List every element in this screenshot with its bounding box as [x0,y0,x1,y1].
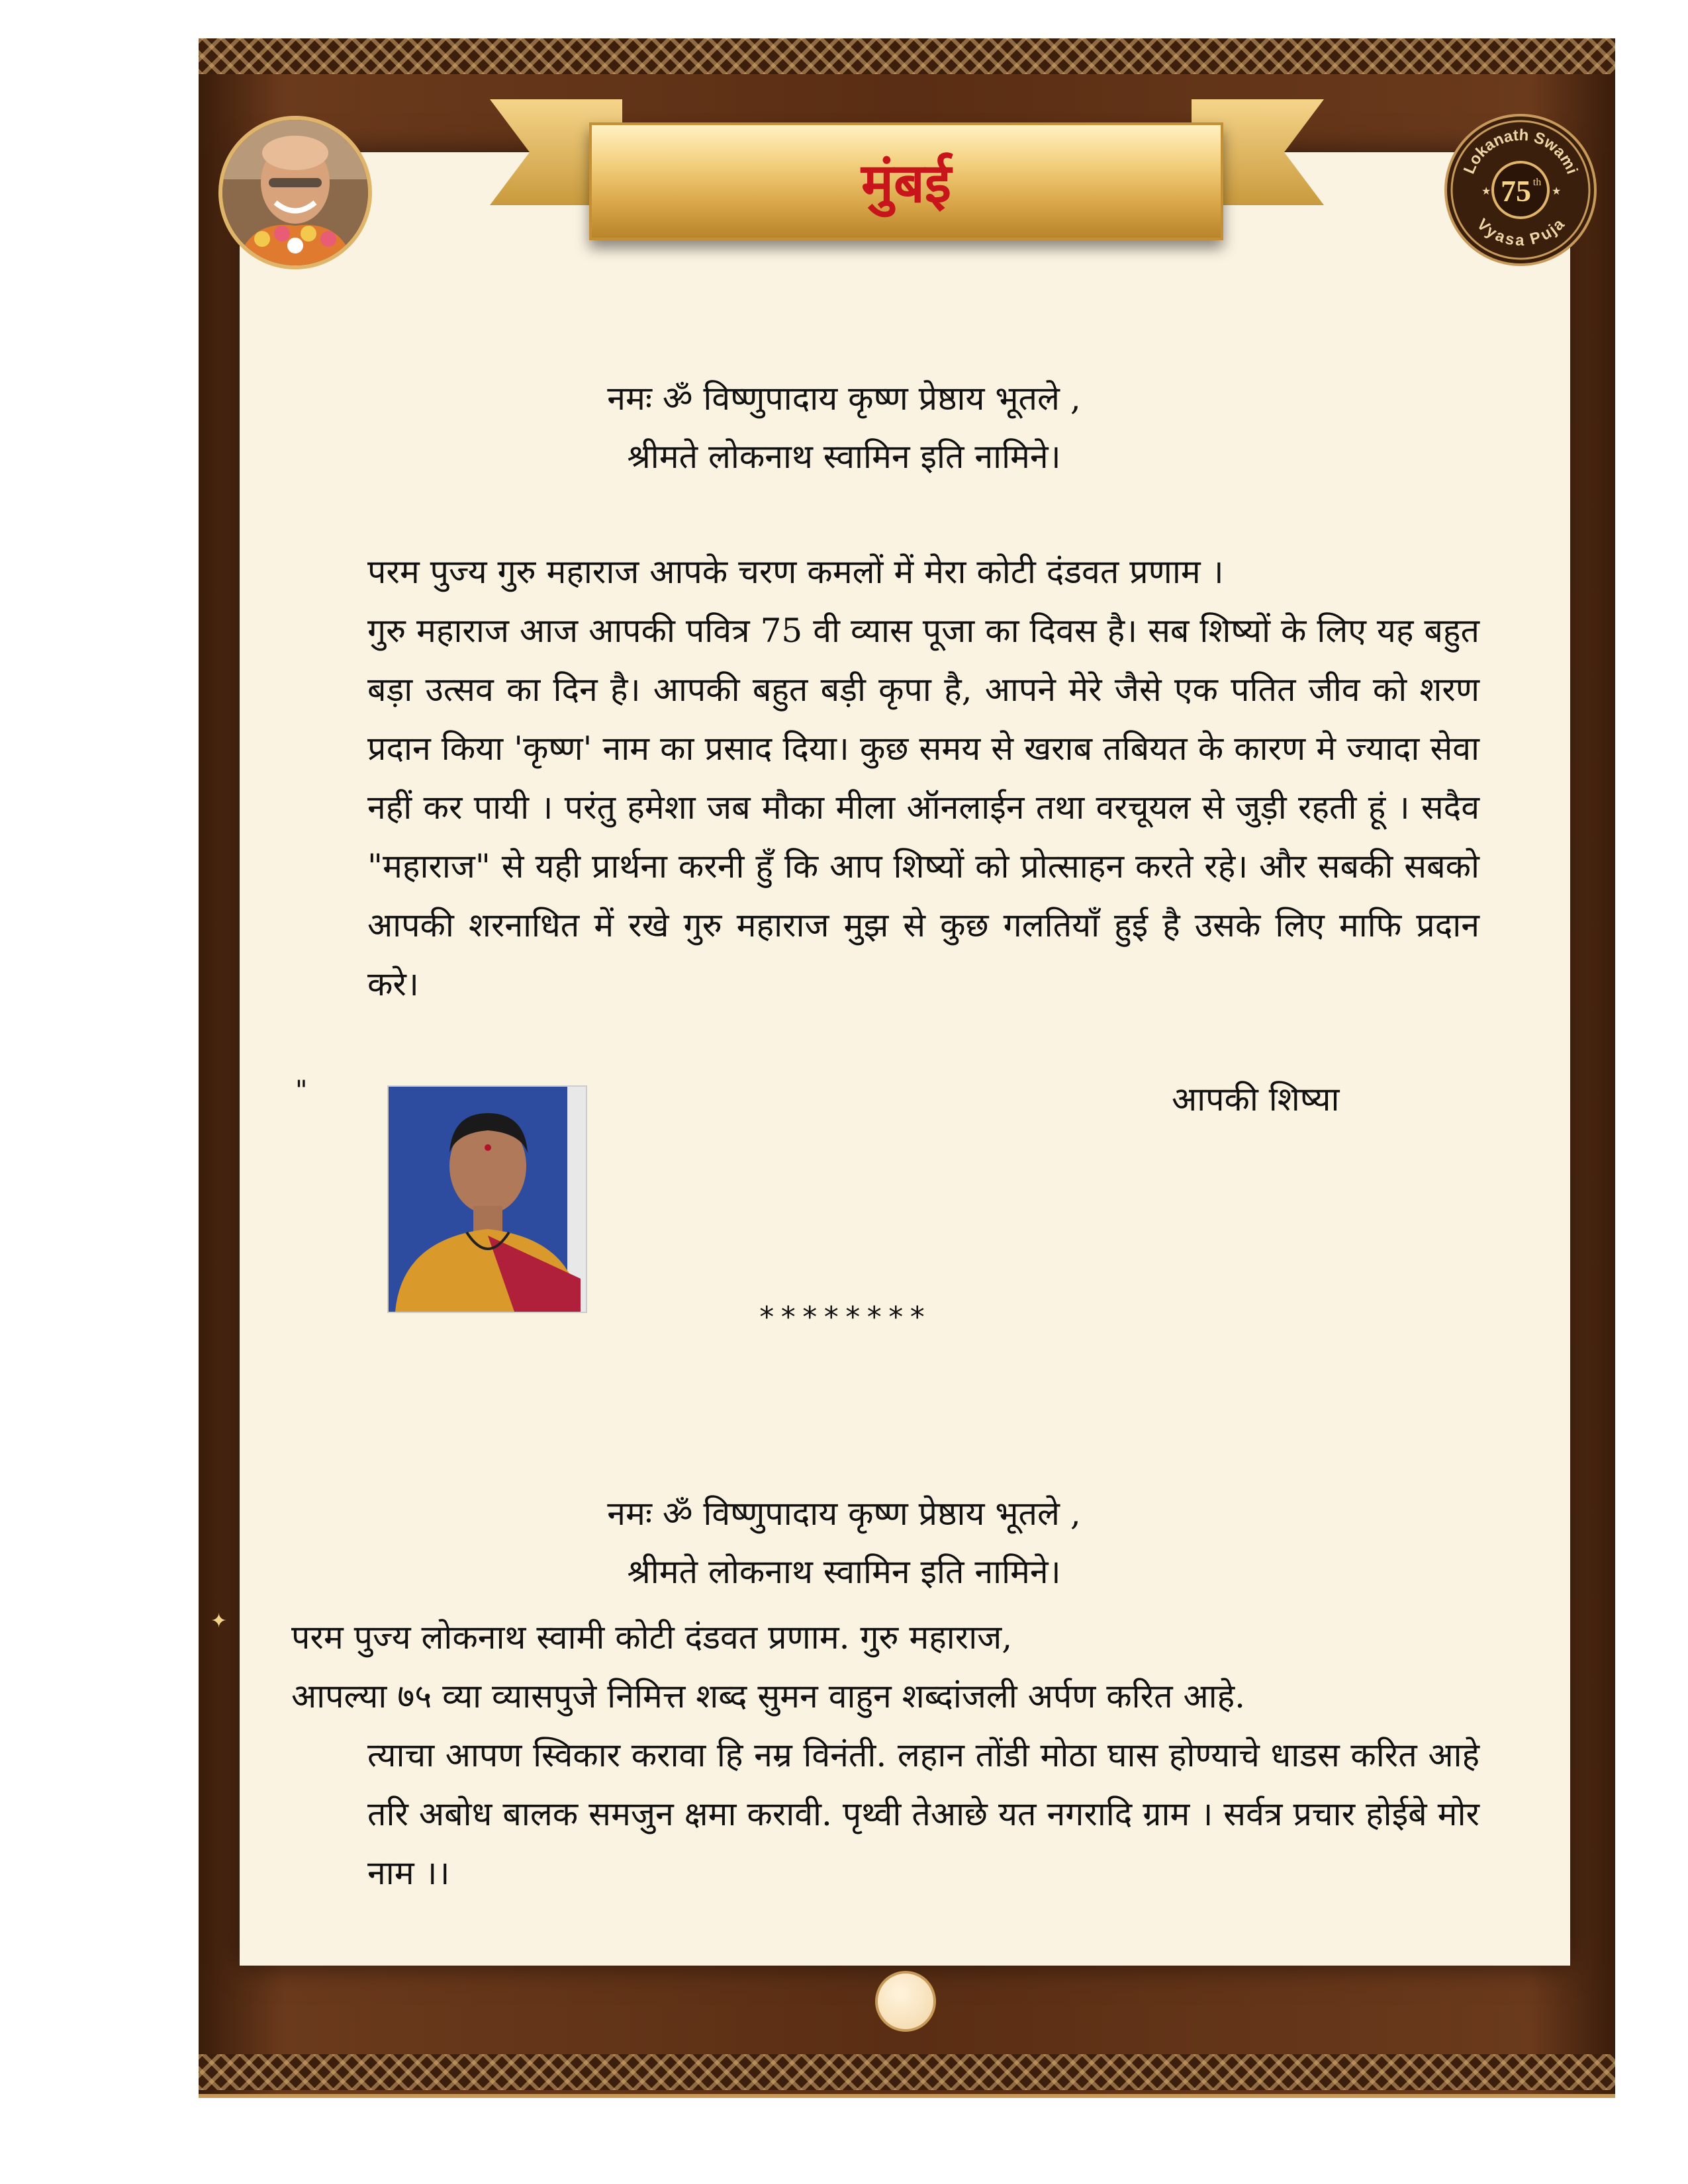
badge-number-suffix: th [1532,177,1542,188]
title-ribbon [589,122,1223,240]
vyasa-puja-badge-graphic [1447,116,1594,263]
verse-2-line-1: नमः ॐ विष्णुपादाय कृष्ण प्रेष्ठाय भूतले , [607,1494,1081,1533]
bottom-medallion [875,1971,936,2032]
offering-2-body: त्याचा आपण स्विकार करावा हि नम्र विनंती. लहान तोंडी मोठा घास होण्याचे धाडस करित आहे तरि अबोध बालक समजुन क्षमा करावी. पृथ्वी तेआछे यत नगरादि ग्राम । सर्वत्र प्रचार होईबे मोर नाम ।। [367,1736,1479,1892]
verse-line-1: नमः ॐ विष्णुपादाय कृष्ण प्रेष्ठाय भूतले , [607,379,1081,418]
offering-1-greeting: परम पुज्य गुरु महाराज आपके चरण कमलों में मेरा कोटी दंडवत प्रणाम । [367,553,1224,591]
badge-star-left-icon: ★ [1481,185,1491,197]
signature-text: आपकी शिष्या [1172,1080,1340,1118]
offering-1-text [367,543,1479,1014]
offering-2-greeting: परम पुज्य लोकनाथ स्वामी कोटी दंडवत प्रणाम. गुरु महाराज, [291,1618,1013,1657]
page-title: मुंबई [861,152,952,215]
offering-2-text [291,1608,1479,1903]
quote-mark: " [295,1075,308,1106]
ornamental-border-top [199,38,1615,74]
verse-2-line-2: श्रीमते लोकनाथ स्वामिन इति नामिने। [627,1553,1061,1591]
guru-portrait [218,116,372,269]
guru-portrait-image [222,120,368,265]
section-separator: ******** [758,1300,930,1334]
disciple-photo-image [389,1087,586,1312]
vyasa-puja-badge [1444,114,1597,266]
badge-number: 75 [1501,174,1531,208]
ornamental-border-bottom [199,2054,1615,2090]
verse-line-2: श्रीमते लोकनाथ स्वामिन इति नामिने। [627,437,1061,476]
badge-text-top: Lokanath Swami [1460,126,1581,177]
badge-star-right-icon: ★ [1552,185,1562,197]
offering-1-body: गुरु महाराज आज आपकी पवित्र 75 वी व्यास पूजा का दिवस है। सब शिष्यों के लिए यह बहुत बड़ा उत्सव का दिन है। आपकी बहुत बड़ी कृपा है, आपने मेरे जैसे एक पतित जीव को शरण प्रदान किया 'कृष्ण' नाम का प्रसाद दिया। कुछ समय से खराब तबियत के कारण मे ज्यादा सेवा नहीं कर पायी । परंतु हमेशा जब मौका मीला ऑनलाईन तथा वरचूयल से जुड़ी रहती हूं । सदैव "महाराज" से यही प्रार्थना करनी हुँ कि आप शिष्यों को प्रोत्साहन करते रहे। और सबकी सबको आपकी शरनाधित में रखे गुरु महाराज मुझ से कुछ गलतियाँ हुई है उसके लिए माफि प्रदान करे। [367,612,1479,1003]
sparkle-icon: ✦ [211,1610,228,1633]
badge-text-bottom: Vyasa Puja [1473,215,1568,250]
disciple-photo [387,1085,587,1313]
offering-2-first-line: आपल्या ७५ व्या व्यासपुजे निमित्त शब्द सुमन वाहुन शब्दांजली अर्पण करित आहे. [291,1677,1246,1715]
